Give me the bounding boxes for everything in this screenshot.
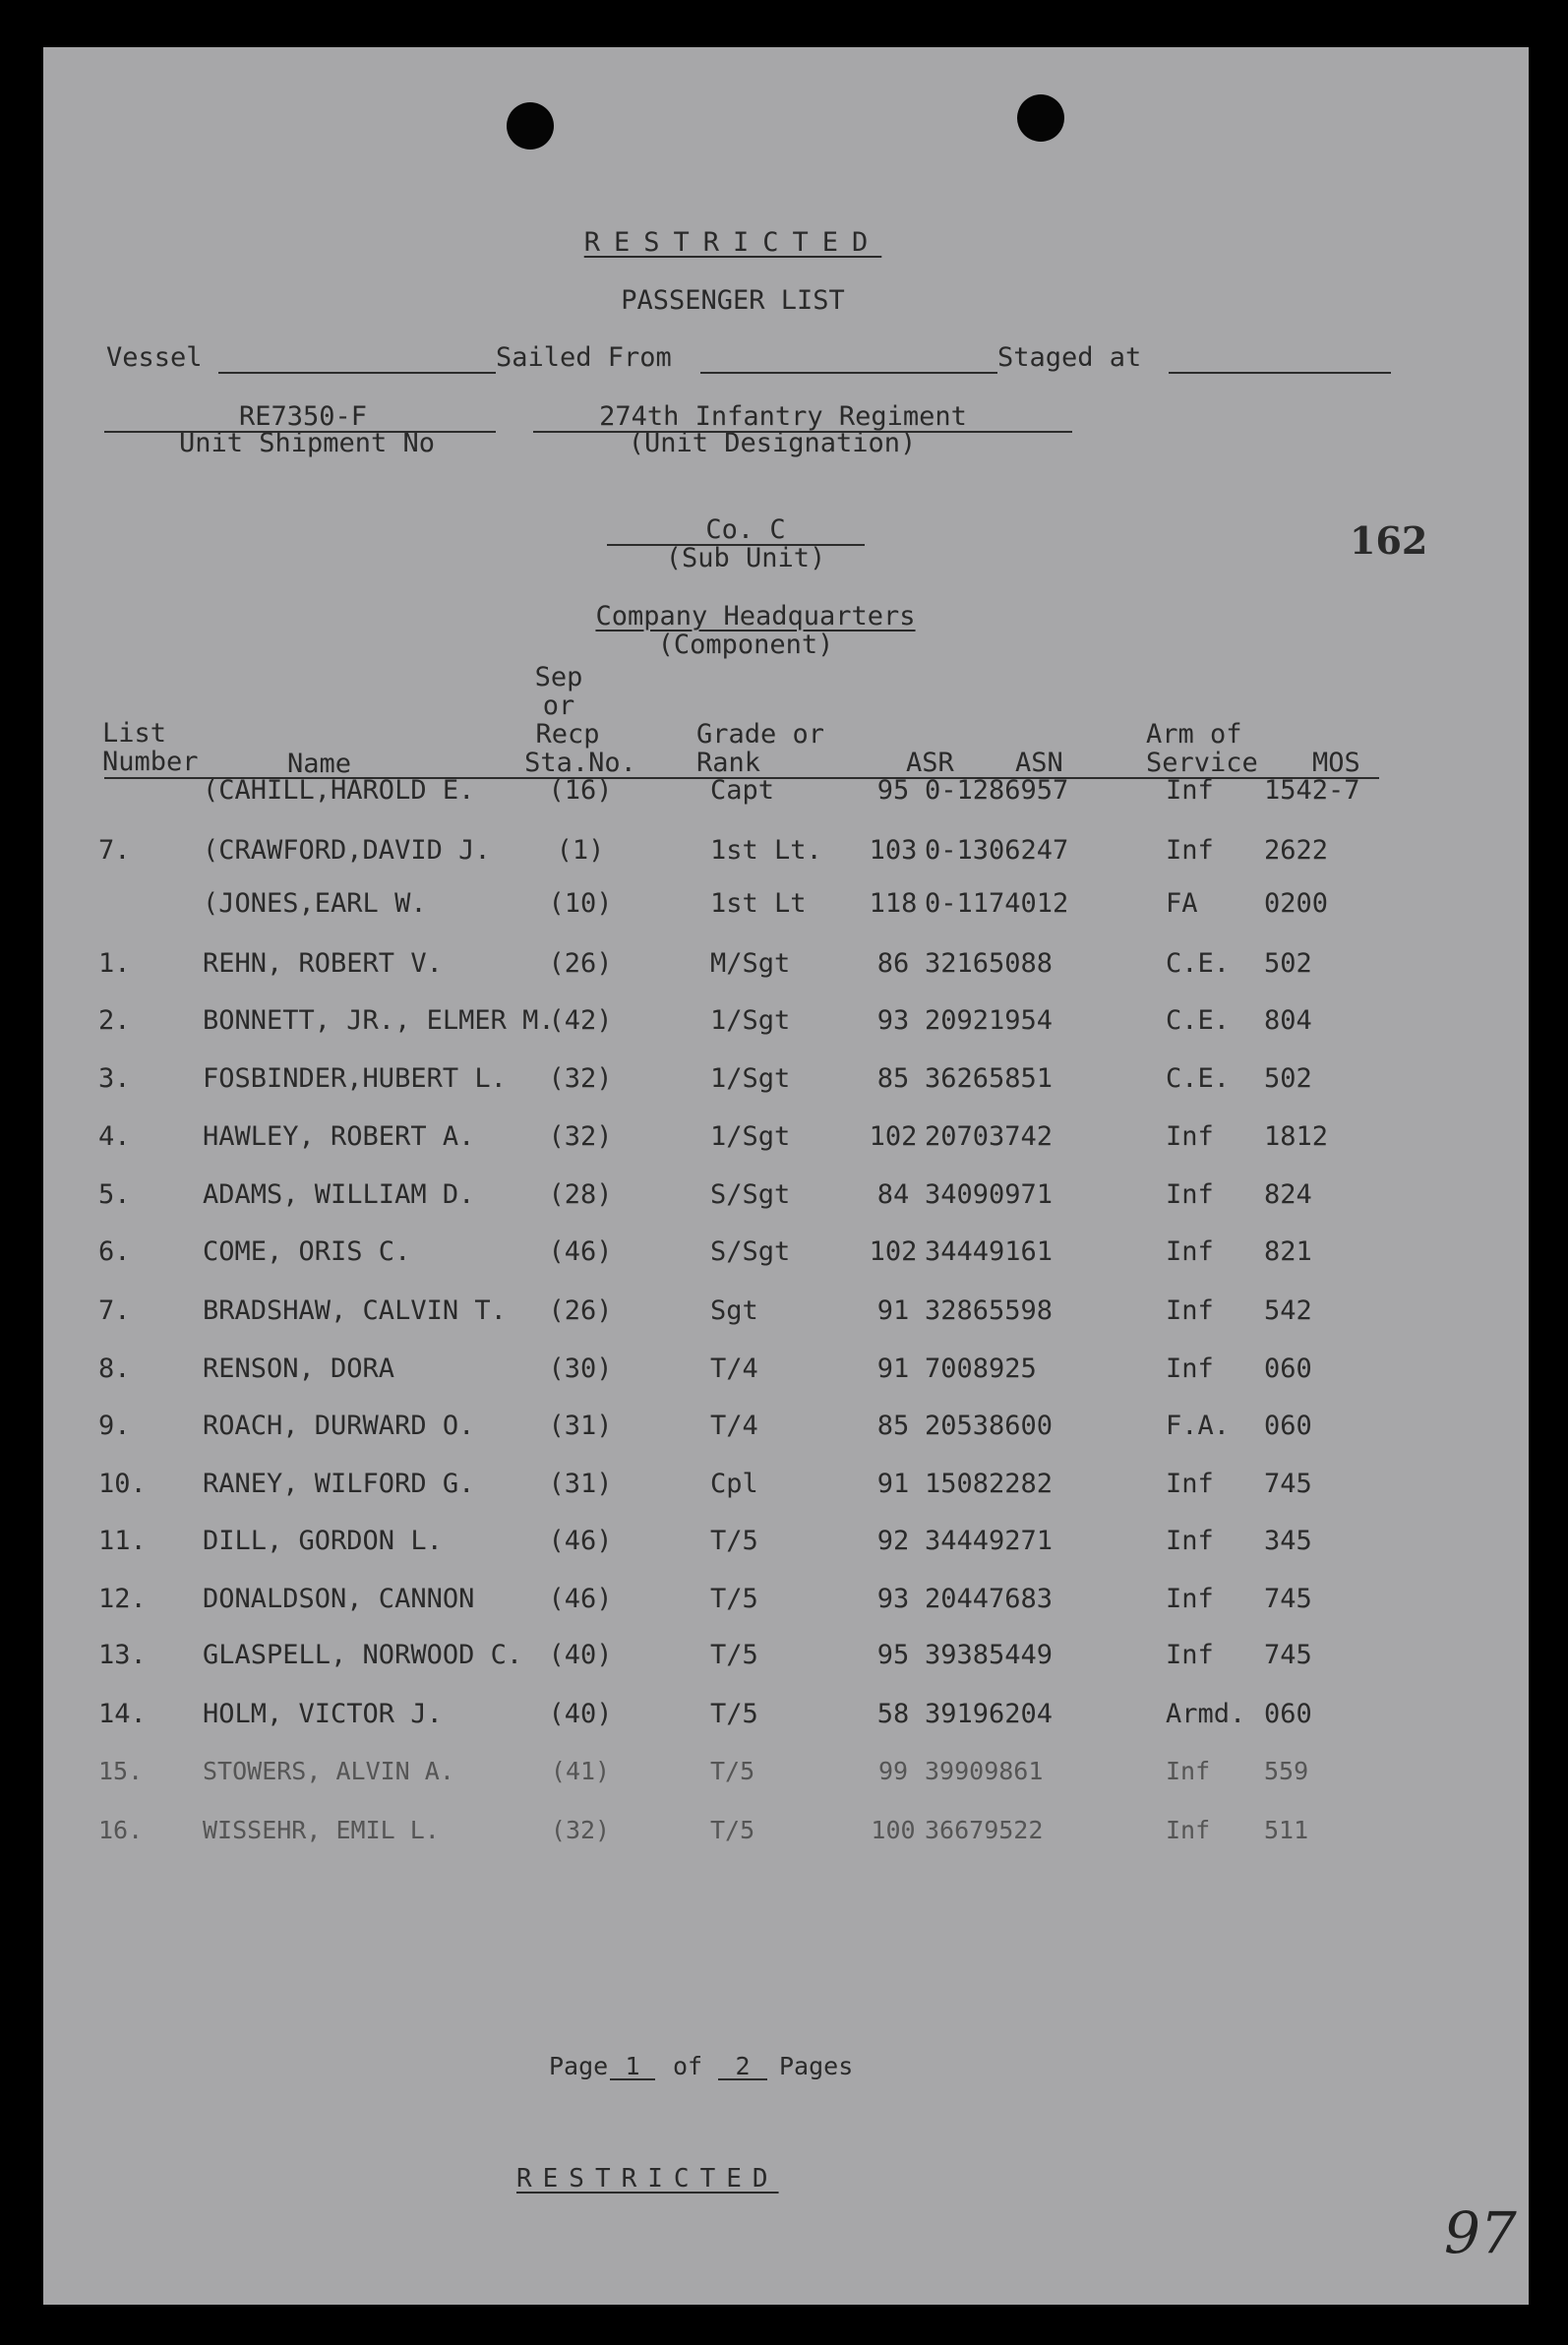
list-number: 5. [98, 1179, 131, 1210]
asr-score: 102 [869, 1236, 918, 1267]
arm-of-service: Inf [1166, 835, 1214, 866]
col-arm-1: Arm of [1146, 719, 1242, 750]
staged-at-label: Staged at [997, 342, 1142, 373]
arm-of-service: Inf [1166, 1469, 1214, 1499]
col-list-number-2: Number [102, 747, 199, 777]
of-word: of [673, 2052, 703, 2080]
mos-code: 804 [1264, 1005, 1312, 1036]
document-sheet [43, 47, 1529, 2305]
arm-of-service: Inf [1166, 1236, 1214, 1267]
passenger-name: ADAMS, WILLIAM D. [203, 1179, 475, 1210]
list-number: 13. [98, 1640, 147, 1670]
asn-number: 34090971 [925, 1179, 1054, 1210]
station-number: (40) [548, 1640, 613, 1670]
asr-score: 86 [876, 948, 910, 979]
arm-of-service: F.A. [1166, 1411, 1231, 1441]
col-arm-2: Service [1146, 748, 1258, 778]
arm-of-service: Inf [1166, 1640, 1214, 1670]
station-number: (41) [550, 1757, 611, 1785]
asn-number: 20703742 [925, 1121, 1054, 1152]
pages-word: Pages [779, 2052, 854, 2080]
grade-rank: S/Sgt [710, 1179, 791, 1210]
mos-code: 060 [1264, 1353, 1312, 1384]
asr-score: 91 [876, 1469, 910, 1499]
sailed-from-line [700, 372, 997, 374]
passenger-name: HOLM, VICTOR J. [203, 1699, 443, 1729]
mos-code: 824 [1264, 1179, 1312, 1210]
punch-hole-left [507, 102, 554, 150]
mos-code: 559 [1264, 1757, 1309, 1785]
station-number: (16) [548, 775, 613, 806]
asn-number: 20447683 [925, 1584, 1054, 1614]
list-number: 12. [98, 1584, 147, 1614]
asn-number: 32865598 [925, 1295, 1054, 1326]
list-number: 7. [98, 835, 131, 866]
mos-code: 745 [1264, 1584, 1312, 1614]
arm-of-service: Inf [1166, 775, 1214, 806]
grade-rank: T/5 [710, 1816, 755, 1844]
page-total-line [718, 2078, 767, 2080]
list-number: 16. [98, 1816, 144, 1844]
punch-hole-right [1017, 94, 1064, 142]
asr-score: 93 [876, 1584, 910, 1614]
unit-shipment-no: RE7350-F [238, 401, 368, 432]
asr-score: 100 [871, 1816, 916, 1844]
list-number: 14. [98, 1699, 147, 1729]
handwritten-number: 97 [1444, 2199, 1517, 2266]
station-number: (32) [548, 1063, 613, 1094]
list-number: 2. [98, 1005, 131, 1036]
passenger-name: HAWLEY, ROBERT A. [203, 1121, 475, 1152]
passenger-name: STOWERS, ALVIN A. [203, 1757, 454, 1785]
asn-number: 15082282 [925, 1469, 1054, 1499]
station-number: (26) [548, 948, 613, 979]
passenger-name: RANEY, WILFORD G. [203, 1469, 475, 1499]
arm-of-service: Inf [1166, 1353, 1214, 1384]
mos-code: 502 [1264, 948, 1312, 979]
mos-code: 060 [1264, 1699, 1312, 1729]
col-name: Name [287, 749, 352, 779]
grade-rank: 1st Lt. [710, 835, 822, 866]
arm-of-service: Armd. [1166, 1699, 1246, 1729]
col-sep-3: Recp [535, 719, 600, 750]
arm-of-service: Inf [1166, 1179, 1214, 1210]
station-number: (40) [548, 1699, 613, 1729]
list-number: 7. [98, 1295, 131, 1326]
asr-score: 93 [876, 1005, 910, 1036]
passenger-name: BRADSHAW, CALVIN T. [203, 1295, 507, 1326]
list-number: 3. [98, 1063, 131, 1094]
mos-code: 1542-7 [1264, 775, 1360, 806]
grade-rank: 1/Sgt [710, 1121, 791, 1152]
mos-code: 511 [1264, 1816, 1309, 1844]
arm-of-service: C.E. [1166, 948, 1231, 979]
col-list-number-1: List [102, 718, 167, 749]
component: Company Headquarters [595, 601, 916, 631]
passenger-name: (CAHILL,HAROLD E. [203, 775, 475, 806]
asn-number: 0-1286957 [925, 775, 1069, 806]
passenger-name: (CRAWFORD,DAVID J. [203, 835, 491, 866]
list-number: 1. [98, 948, 131, 979]
passenger-name: GLASPELL, NORWOOD C. [203, 1640, 523, 1670]
restricted-top: RESTRICTED [583, 227, 882, 258]
asr-score: 95 [876, 1640, 910, 1670]
sailed-from-label: Sailed From [496, 342, 672, 373]
asn-number: 7008925 [925, 1353, 1037, 1384]
station-number: (10) [548, 888, 613, 919]
arm-of-service: C.E. [1166, 1005, 1231, 1036]
asn-number: 20921954 [925, 1005, 1054, 1036]
col-grade-1: Grade or [696, 719, 825, 750]
station-number: (30) [548, 1353, 613, 1384]
station-number: (26) [548, 1295, 613, 1326]
asr-score: 91 [876, 1353, 910, 1384]
arm-of-service: Inf [1166, 1121, 1214, 1152]
station-number: (46) [548, 1526, 613, 1556]
asr-score: 58 [876, 1699, 910, 1729]
station-number: (46) [548, 1584, 613, 1614]
arm-of-service: Inf [1166, 1816, 1211, 1844]
grade-rank: T/5 [710, 1640, 758, 1670]
page-number: 1 [625, 2052, 640, 2080]
passenger-name: REHN, ROBERT V. [203, 948, 443, 979]
list-number: 8. [98, 1353, 131, 1384]
list-number: 4. [98, 1121, 131, 1152]
list-number: 11. [98, 1526, 147, 1556]
passenger-name: BONNETT, JR., ELMER M. [203, 1005, 555, 1036]
mos-code: 0200 [1264, 888, 1329, 919]
mos-code: 542 [1264, 1295, 1312, 1326]
asr-score: 85 [876, 1063, 910, 1094]
passenger-name: WISSEHR, EMIL L. [203, 1816, 440, 1844]
station-number: (31) [548, 1469, 613, 1499]
grade-rank: T/4 [710, 1411, 758, 1441]
mos-code: 1812 [1264, 1121, 1329, 1152]
col-grade-2: Rank [696, 748, 761, 778]
asn-number: 39196204 [925, 1699, 1054, 1729]
station-number: (46) [548, 1236, 613, 1267]
grade-rank: T/5 [710, 1584, 758, 1614]
arm-of-service: Inf [1166, 1295, 1214, 1326]
col-sep-2: or [542, 691, 575, 721]
asn-number: 32165088 [925, 948, 1054, 979]
mos-code: 745 [1264, 1640, 1312, 1670]
asn-number: 0-1306247 [925, 835, 1069, 866]
grade-rank: T/5 [710, 1699, 758, 1729]
asn-number: 0-1174012 [925, 888, 1069, 919]
asn-number: 34449161 [925, 1236, 1054, 1267]
col-sep-1: Sep [534, 662, 583, 692]
passenger-name: ROACH, DURWARD O. [203, 1411, 475, 1441]
station-number: (32) [548, 1121, 613, 1152]
asr-score: 118 [869, 888, 918, 919]
asn-number: 39385449 [925, 1640, 1054, 1670]
page-total: 2 [735, 2052, 751, 2080]
vessel-line [218, 372, 496, 374]
asn-number: 36679522 [925, 1816, 1044, 1844]
arm-of-service: FA [1166, 888, 1198, 919]
arm-of-service: Inf [1166, 1584, 1214, 1614]
passenger-name: RENSON, DORA [203, 1353, 395, 1384]
grade-rank: Sgt [710, 1295, 758, 1326]
grade-rank: T/5 [710, 1526, 758, 1556]
grade-rank: 1/Sgt [710, 1063, 791, 1094]
grade-rank: S/Sgt [710, 1236, 791, 1267]
mos-code: 821 [1264, 1236, 1312, 1267]
col-asn: ASN [1015, 748, 1063, 778]
grade-rank: 1/Sgt [710, 1005, 791, 1036]
station-number: (32) [550, 1816, 611, 1844]
passenger-name: DILL, GORDON L. [203, 1526, 443, 1556]
asn-number: 34449271 [925, 1526, 1054, 1556]
asr-score: 91 [876, 1295, 910, 1326]
passenger-name: DONALDSON, CANNON [203, 1584, 475, 1614]
arm-of-service: Inf [1166, 1526, 1214, 1556]
asr-score: 92 [876, 1526, 910, 1556]
asr-score: 103 [869, 835, 918, 866]
asn-number: 20538600 [925, 1411, 1054, 1441]
restricted-bottom: RESTRICTED [516, 2164, 779, 2194]
asr-score: 95 [876, 775, 910, 806]
list-number: 15. [98, 1757, 144, 1785]
unit-designation-label: (Unit Designation) [628, 428, 917, 458]
list-number: 6. [98, 1236, 131, 1267]
passenger-name: COME, ORIS C. [203, 1236, 411, 1267]
list-number: 10. [98, 1469, 147, 1499]
staged-at-line [1169, 372, 1391, 374]
mos-code: 2622 [1264, 835, 1329, 866]
asn-number: 39909861 [925, 1757, 1044, 1785]
page-number-line [610, 2078, 655, 2080]
grade-rank: Cpl [710, 1469, 758, 1499]
asr-score: 102 [869, 1121, 918, 1152]
asr-score: 85 [876, 1411, 910, 1441]
arm-of-service: Inf [1166, 1757, 1211, 1785]
page-word: Page [549, 2052, 609, 2080]
passenger-name: FOSBINDER,HUBERT L. [203, 1063, 507, 1094]
asr-score: 99 [877, 1757, 909, 1785]
arm-of-service: C.E. [1166, 1063, 1231, 1094]
sub-unit-label: (Sub Unit) [665, 543, 826, 573]
asn-number: 36265851 [925, 1063, 1054, 1094]
grade-rank: 1st Lt [710, 888, 807, 919]
document-title: PASSENGER LIST [621, 285, 845, 316]
list-number: 9. [98, 1411, 131, 1441]
mos-code: 345 [1264, 1526, 1312, 1556]
page-stamp: 162 [1350, 518, 1428, 563]
col-asr: ASR [906, 748, 954, 778]
station-number: (42) [548, 1005, 613, 1036]
grade-rank: T/5 [710, 1757, 755, 1785]
unit-designation: 274th Infantry Regiment [599, 401, 967, 432]
unit-shipment-label: Unit Shipment No [178, 428, 436, 458]
mos-code: 060 [1264, 1411, 1312, 1441]
sub-unit: Co. C [705, 514, 786, 545]
grade-rank: Capt [710, 775, 775, 806]
mos-code: 502 [1264, 1063, 1312, 1094]
station-number: (31) [548, 1411, 613, 1441]
col-sep-4: Sta.No. [524, 748, 636, 778]
col-mos: MOS [1312, 748, 1360, 778]
station-number: (1) [556, 835, 605, 866]
component-label: (Component) [657, 630, 834, 660]
grade-rank: T/4 [710, 1353, 758, 1384]
mos-code: 745 [1264, 1469, 1312, 1499]
vessel-label: Vessel [106, 342, 203, 373]
grade-rank: M/Sgt [710, 948, 791, 979]
passenger-name: (JONES,EARL W. [203, 888, 427, 919]
asr-score: 84 [876, 1179, 910, 1210]
station-number: (28) [548, 1179, 613, 1210]
